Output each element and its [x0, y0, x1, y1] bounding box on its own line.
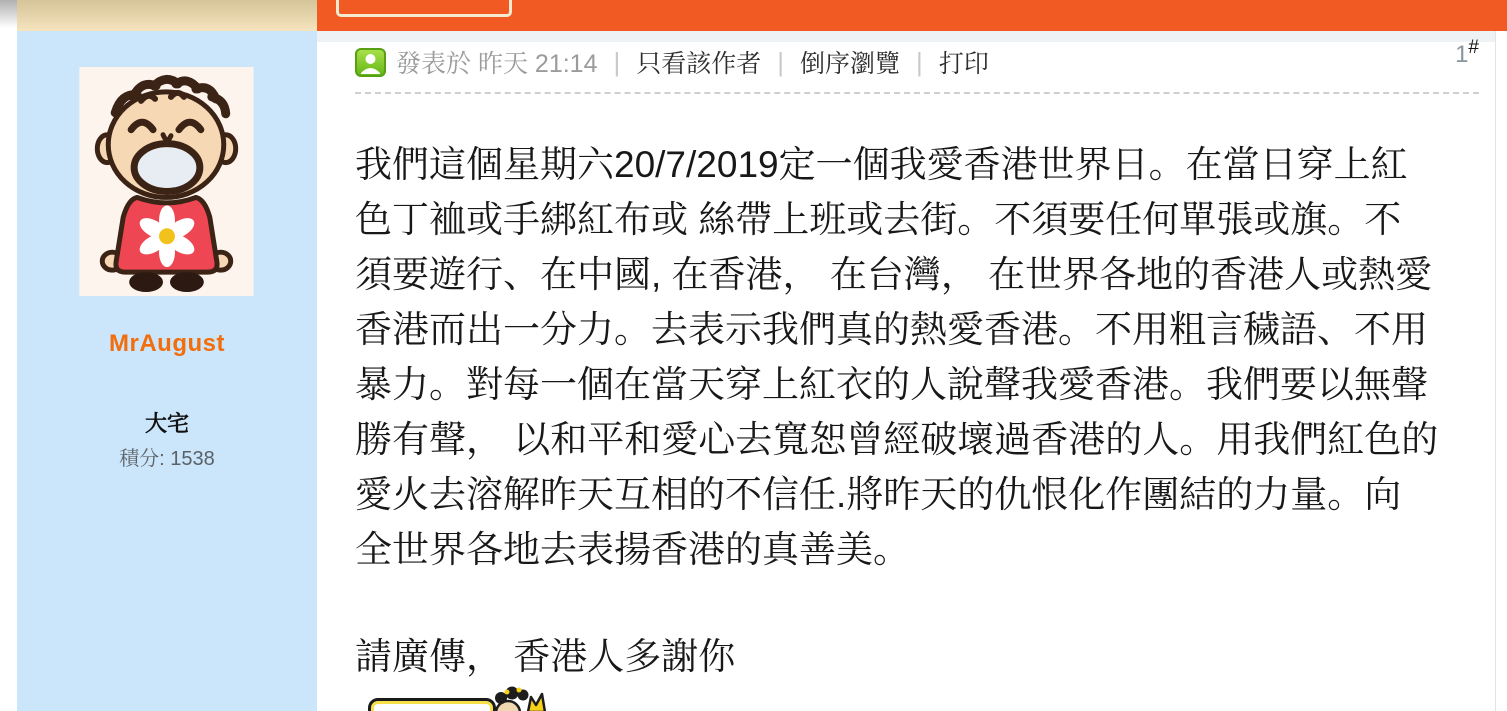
top-cream-bar [17, 0, 317, 31]
post-time-label [396, 44, 597, 80]
post-body-line: 暴力。對每一個在當天穿上紅衣的人說聲我愛香港。我們要以無聲 [355, 364, 1428, 405]
post-closing-line: 請廣傳， 香港人多謝你 [355, 636, 736, 677]
meta-separator: | [777, 46, 785, 77]
sidebar-username-link[interactable]: MrAugust [109, 330, 225, 357]
user-avatar[interactable] [79, 67, 254, 296]
floor-hash: # [1468, 37, 1479, 58]
post-meta-row [355, 45, 989, 79]
posted-time: 昨天 21:14 [477, 50, 598, 78]
emoticon-image-cutoff [492, 686, 546, 711]
page-left-gutter [0, 0, 17, 711]
post-body-line: 須要遊行、在中國, 在香港， 在台灣， 在世界各地的香港人或熱愛 [355, 254, 1433, 295]
sidebar-user-score: 積分: 1538 [119, 448, 215, 470]
top-orange-nav-bar [317, 0, 1507, 31]
paragraph-gap [355, 577, 1480, 629]
view-author-only-link[interactable]: 只看該作者 [636, 50, 762, 78]
sidebar-user-rank: 大宅 [144, 411, 189, 436]
post-body-line: 香港而出一分力。去表示我們真的熱愛香港。不用粗言穢語、不用 [355, 309, 1428, 350]
gutter-top-shadow [0, 0, 17, 28]
post-body-line: 我們這個星期六20/7/2019定一個我愛香港世界日。在當日穿上紅 [355, 144, 1408, 185]
post-floor-number[interactable] [1455, 37, 1479, 69]
post-body-line: 勝有聲， 以和平和愛心去寬恕曾經破壞過香港的人。用我們紅色的 [355, 419, 1439, 460]
meta-separator: | [916, 46, 923, 77]
signature-image-cutoff [368, 698, 496, 711]
reverse-order-link[interactable]: 倒序瀏覽 [800, 50, 901, 78]
meta-separator: | [613, 46, 621, 77]
author-sidebar [17, 31, 317, 711]
avatar-image [79, 67, 254, 296]
active-tab-outline[interactable] [336, 0, 512, 17]
post-body-line: 全世界各地去表揚香港的真善美。 [355, 529, 910, 570]
print-link[interactable]: 打印 [938, 50, 989, 78]
post-body-line: 愛火去溶解昨天互相的不信任.將昨天的仇恨化作團結的力量。向 [355, 474, 1402, 515]
posted-prefix: 發表於 [396, 50, 472, 78]
post-body-line: 色丁裇或手綁紅布或 絲帶上班或去街。不須要任何單張或旗。不 [355, 199, 1402, 240]
post-body [355, 137, 1480, 684]
content-top-strip [317, 31, 1495, 42]
post-content-panel [317, 31, 1496, 711]
member-profile-icon[interactable] [355, 48, 386, 77]
meta-dashed-divider [355, 92, 1479, 94]
floor-number: 1 [1455, 41, 1469, 68]
